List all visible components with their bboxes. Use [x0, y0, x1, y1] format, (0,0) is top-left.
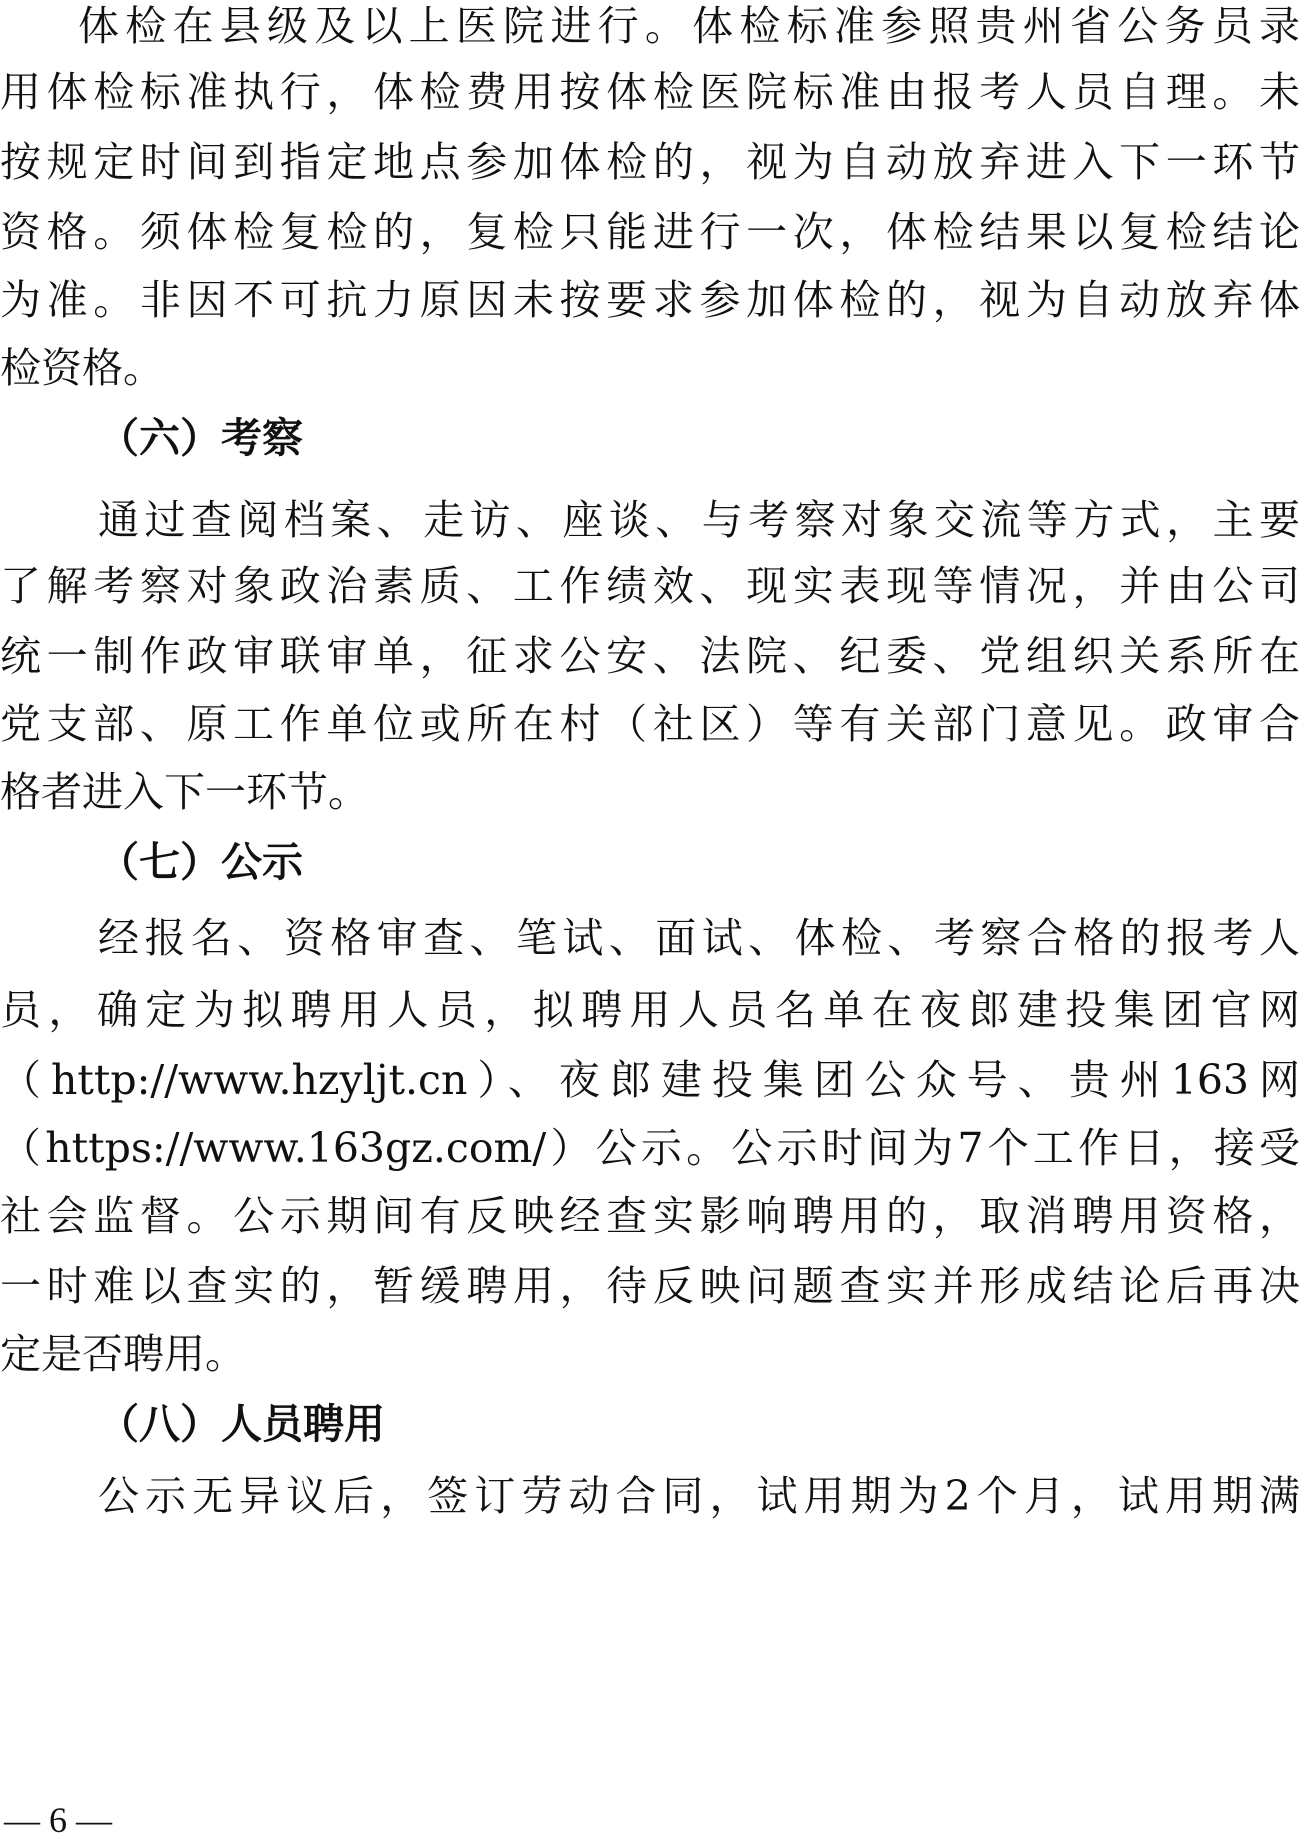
paragraph-line: 公示无异议后，签订劳动合同，试用期为2个月，试用期满 — [98, 1472, 1300, 1520]
paragraph-line: 经报名、资格审查、笔试、面试、体检、考察合格的报考人 — [98, 914, 1300, 962]
paragraph-line: 统一制作政审联审单，征求公安、法院、纪委、党组织关系所在 — [0, 632, 1300, 680]
section-heading: （八）人员聘用 — [98, 1400, 385, 1448]
paragraph-line: 一时难以查实的，暂缓聘用，待反映问题查实并形成结论后再决 — [0, 1262, 1300, 1310]
page-number: — 6 — — [4, 1800, 112, 1840]
paragraph-line: （https://www.163gz.com/）公示。公示时间为7个工作日，接受 — [0, 1124, 1300, 1172]
section-heading: （七）公示 — [98, 838, 303, 886]
paragraph-line: 按规定时间到指定地点参加体检的，视为自动放弃进入下一环节 — [0, 138, 1300, 186]
paragraph-line: 格者进入下一环节。 — [0, 768, 369, 816]
paragraph-line: 定是否聘用。 — [0, 1330, 246, 1378]
paragraph-line: 检资格。 — [0, 344, 164, 392]
section-heading: （六）考察 — [98, 414, 303, 462]
paragraph-line: （http://www.hzyljt.cn）、夜郎建投集团公众号、贵州163网 — [0, 1056, 1300, 1104]
paragraph-line: 资格。须体检复检的，复检只能进行一次，体检结果以复检结论 — [0, 208, 1300, 256]
paragraph-line: 用体检标准执行，体检费用按体检医院标准由报考人员自理。未 — [0, 68, 1300, 116]
paragraph-line: 员，确定为拟聘用人员，拟聘用人员名单在夜郎建投集团官网 — [0, 986, 1300, 1034]
paragraph-line: 体检在县级及以上医院进行。体检标准参照贵州省公务员录 — [78, 2, 1300, 50]
paragraph-line: 了解考察对象政治素质、工作绩效、现实表现等情况，并由公司 — [0, 562, 1300, 610]
paragraph-line: 党支部、原工作单位或所在村（社区）等有关部门意见。政审合 — [0, 700, 1300, 748]
paragraph-line: 为准。非因不可抗力原因未按要求参加体检的，视为自动放弃体 — [0, 276, 1300, 324]
paragraph-line: 社会监督。公示期间有反映经查实影响聘用的，取消聘用资格， — [0, 1192, 1300, 1240]
paragraph-line: 通过查阅档案、走访、座谈、与考察对象交流等方式，主要 — [98, 496, 1300, 544]
